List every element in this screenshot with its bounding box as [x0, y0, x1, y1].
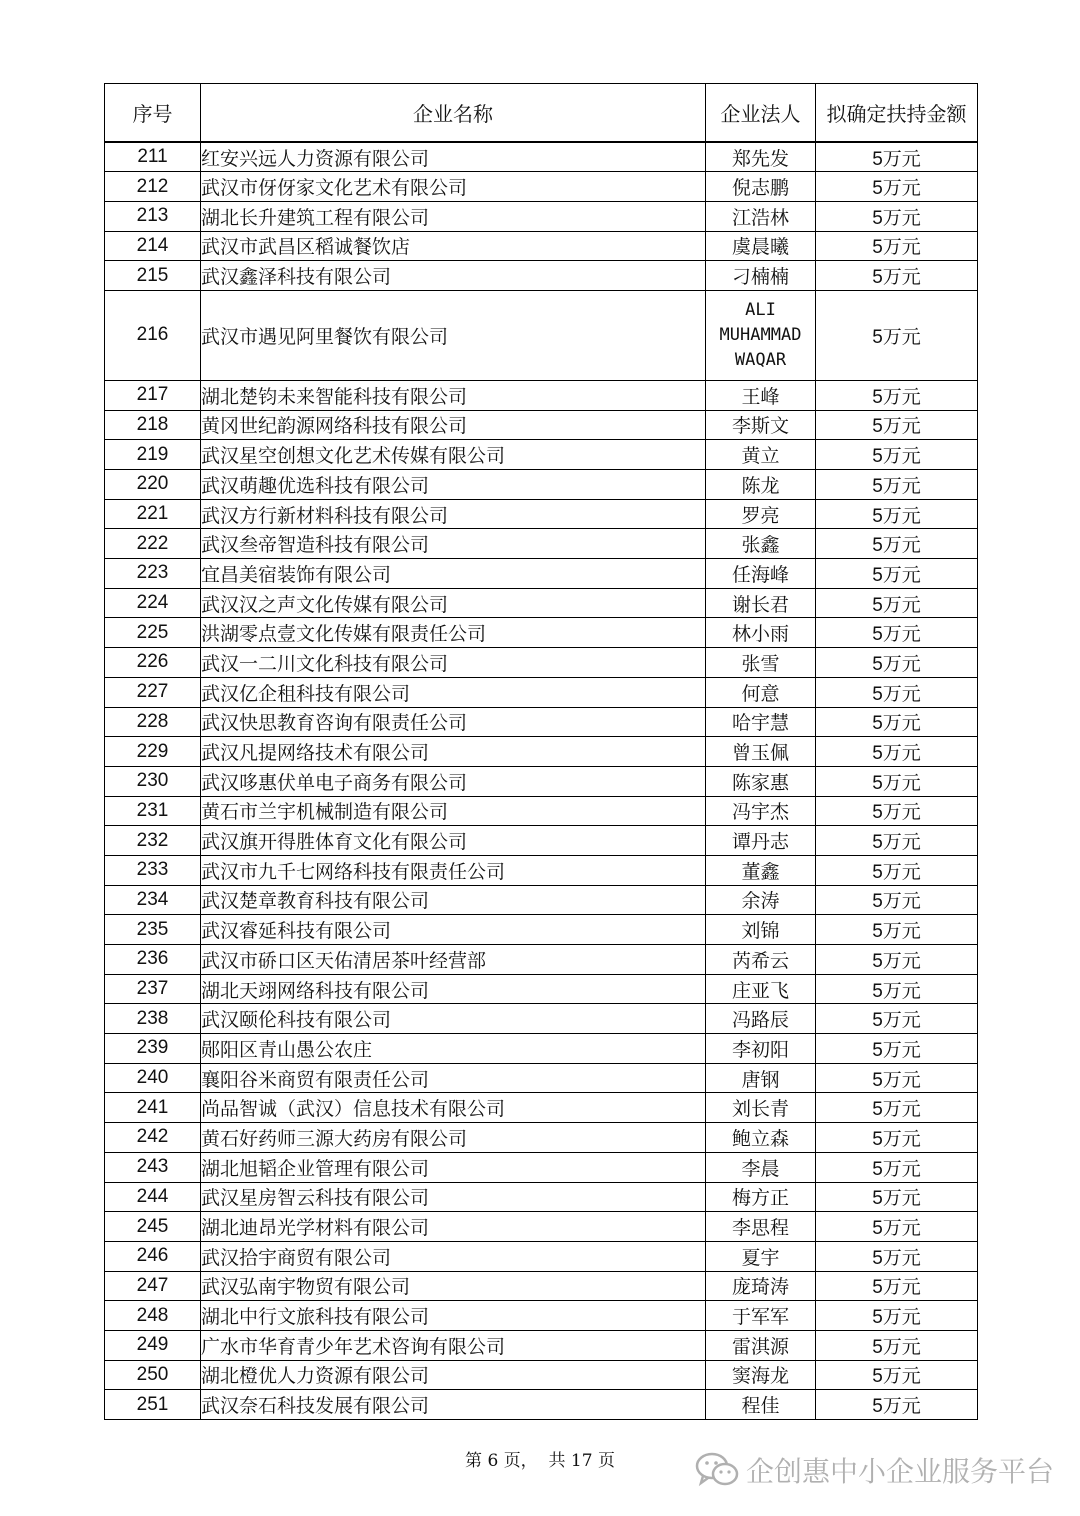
- cell-no: 214: [105, 231, 201, 261]
- cell-no: 251: [105, 1390, 201, 1420]
- cell-amount: 5万元: [816, 142, 978, 172]
- cell-legal-person: 李初阳: [706, 1034, 816, 1064]
- cell-no: 245: [105, 1212, 201, 1242]
- cell-no: 225: [105, 618, 201, 648]
- table-row: [105, 201, 978, 231]
- cell-company-name: 武汉哆惠伏单电子商务有限公司: [201, 766, 706, 796]
- table-row: [105, 380, 978, 410]
- table-row: [105, 766, 978, 796]
- cell-legal-person: 庞琦涛: [706, 1271, 816, 1301]
- cell-company-name: 武汉市硚口区天佑清居茶叶经营部: [201, 945, 706, 975]
- table-row: [105, 1241, 978, 1271]
- cell-company-name: 武汉叁帝智造科技有限公司: [201, 529, 706, 559]
- cell-amount: 5万元: [816, 974, 978, 1004]
- cell-no: 229: [105, 737, 201, 767]
- cell-no: 244: [105, 1182, 201, 1212]
- cell-amount: 5万元: [816, 1271, 978, 1301]
- cell-amount: 5万元: [816, 410, 978, 440]
- table-row: [105, 1330, 978, 1360]
- cell-amount: 5万元: [816, 1004, 978, 1034]
- cell-no: 240: [105, 1063, 201, 1093]
- cell-amount: 5万元: [816, 618, 978, 648]
- cell-amount: 5万元: [816, 707, 978, 737]
- table-row: [105, 796, 978, 826]
- footer-middle: 页， 共: [503, 1451, 566, 1471]
- table-row: [105, 826, 978, 856]
- cell-legal-person: 虞晨曦: [706, 231, 816, 261]
- cell-legal-person: 张雪: [706, 648, 816, 678]
- cell-amount: 5万元: [816, 885, 978, 915]
- cell-legal-person: 芮希云: [706, 945, 816, 975]
- cell-company-name: 武汉睿延科技有限公司: [201, 915, 706, 945]
- cell-no: 235: [105, 915, 201, 945]
- cell-amount: 5万元: [816, 1152, 978, 1182]
- cell-no: 246: [105, 1241, 201, 1271]
- table-row: [105, 1360, 978, 1390]
- cell-legal-person: 梅方正: [706, 1182, 816, 1212]
- cell-no: 232: [105, 826, 201, 856]
- table-row: [105, 1301, 978, 1331]
- cell-amount: 5万元: [816, 1123, 978, 1153]
- cell-company-name: 洪湖零点壹文化传媒有限责任公司: [201, 618, 706, 648]
- cell-company-name: 尚品智诚（武汉）信息技术有限公司: [201, 1093, 706, 1123]
- cell-company-name: 武汉方行新材料科技有限公司: [201, 499, 706, 529]
- table-row: [105, 261, 978, 291]
- table-row: [105, 974, 978, 1004]
- table-row: [105, 172, 978, 202]
- cell-company-name: 郧阳区青山愚公农庄: [201, 1034, 706, 1064]
- cell-legal-person: 何意: [706, 677, 816, 707]
- cell-no: 216: [105, 290, 201, 380]
- header-legal-person: 企业法人: [706, 84, 816, 143]
- table-row: [105, 1152, 978, 1182]
- cell-legal-person: 李晨: [706, 1152, 816, 1182]
- cell-amount: 5万元: [816, 1360, 978, 1390]
- cell-amount: 5万元: [816, 1212, 978, 1242]
- cell-legal-person: 冯宇杰: [706, 796, 816, 826]
- header-amount: 拟确定扶持金额: [816, 84, 978, 143]
- cell-no: 230: [105, 766, 201, 796]
- cell-company-name: 武汉颐伦科技有限公司: [201, 1004, 706, 1034]
- cell-amount: 5万元: [816, 648, 978, 678]
- cell-company-name: 武汉弘南宇物贸有限公司: [201, 1271, 706, 1301]
- table-row: [105, 1390, 978, 1420]
- cell-no: 247: [105, 1271, 201, 1301]
- cell-no: 243: [105, 1152, 201, 1182]
- cell-legal-person: 黄立: [706, 440, 816, 470]
- cell-company-name: 武汉快思教育咨询有限责任公司: [201, 707, 706, 737]
- cell-no: 217: [105, 380, 201, 410]
- cell-company-name: 红安兴远人力资源有限公司: [201, 142, 706, 172]
- cell-company-name: 黄石好药师三源大药房有限公司: [201, 1123, 706, 1153]
- table-row: [105, 290, 978, 380]
- cell-no: 241: [105, 1093, 201, 1123]
- cell-amount: 5万元: [816, 261, 978, 291]
- cell-legal-person: [706, 290, 816, 380]
- cell-no: 239: [105, 1034, 201, 1064]
- cell-no: 222: [105, 529, 201, 559]
- cell-legal-person: 庄亚飞: [706, 974, 816, 1004]
- cell-company-name: 湖北旭韬企业管理有限公司: [201, 1152, 706, 1182]
- cell-company-name: 武汉星房智云科技有限公司: [201, 1182, 706, 1212]
- table-row: [105, 1093, 978, 1123]
- cell-company-name: 武汉拾宇商贸有限公司: [201, 1241, 706, 1271]
- cell-amount: 5万元: [816, 290, 978, 380]
- cell-amount: 5万元: [816, 945, 978, 975]
- subsidy-table: [104, 83, 978, 1420]
- table-row: [105, 559, 978, 589]
- table-row: [105, 648, 978, 678]
- cell-legal-person: 哈宇慧: [706, 707, 816, 737]
- table-row: [105, 737, 978, 767]
- cell-legal-person: 于军军: [706, 1301, 816, 1331]
- cell-amount: 5万元: [816, 1330, 978, 1360]
- table-row: [105, 855, 978, 885]
- cell-legal-person: 窦海龙: [706, 1360, 816, 1390]
- cell-legal-person: 林小雨: [706, 618, 816, 648]
- cell-legal-person: 夏宇: [706, 1241, 816, 1271]
- cell-amount: 5万元: [816, 766, 978, 796]
- watermark: [694, 1450, 1054, 1490]
- cell-company-name: 湖北天翊网络科技有限公司: [201, 974, 706, 1004]
- table-row: [105, 440, 978, 470]
- cell-no: 234: [105, 885, 201, 915]
- table-row: [105, 588, 978, 618]
- cell-legal-person: 张鑫: [706, 529, 816, 559]
- cell-legal-person: 谢长君: [706, 588, 816, 618]
- cell-amount: 5万元: [816, 737, 978, 767]
- table-row: [105, 1212, 978, 1242]
- cell-no: 238: [105, 1004, 201, 1034]
- cell-legal-person: 鲍立森: [706, 1123, 816, 1153]
- cell-no: 250: [105, 1360, 201, 1390]
- cell-company-name: 武汉凡提网络技术有限公司: [201, 737, 706, 767]
- table-row: [105, 1034, 978, 1064]
- table-row: [105, 1182, 978, 1212]
- cell-no: 248: [105, 1301, 201, 1331]
- cell-company-name: 武汉萌趣优选科技有限公司: [201, 470, 706, 500]
- cell-amount: 5万元: [816, 380, 978, 410]
- cell-no: 228: [105, 707, 201, 737]
- table-row: [105, 529, 978, 559]
- cell-no: 219: [105, 440, 201, 470]
- cell-legal-person: 江浩林: [706, 201, 816, 231]
- cell-company-name: 武汉旗开得胜体育文化有限公司: [201, 826, 706, 856]
- cell-no: 249: [105, 1330, 201, 1360]
- cell-company-name: 武汉汉之声文化传媒有限公司: [201, 588, 706, 618]
- cell-no: 242: [105, 1123, 201, 1153]
- cell-company-name: 黄冈世纪韵源网络科技有限公司: [201, 410, 706, 440]
- cell-company-name: 湖北长升建筑工程有限公司: [201, 201, 706, 231]
- cell-amount: 5万元: [816, 172, 978, 202]
- cell-company-name: 湖北中行文旅科技有限公司: [201, 1301, 706, 1331]
- cell-no: 218: [105, 410, 201, 440]
- cell-no: 221: [105, 499, 201, 529]
- footer-suffix: 页: [597, 1451, 615, 1471]
- cell-company-name: 武汉奈石科技发展有限公司: [201, 1390, 706, 1420]
- header-no: 序号: [105, 84, 201, 143]
- cell-amount: 5万元: [816, 1182, 978, 1212]
- cell-amount: 5万元: [816, 915, 978, 945]
- cell-company-name: 武汉亿企租科技有限公司: [201, 677, 706, 707]
- watermark-text: 企创惠中小企业服务平台: [746, 1455, 1055, 1488]
- cell-no: 211: [105, 142, 201, 172]
- cell-amount: 5万元: [816, 529, 978, 559]
- cell-amount: 5万元: [816, 1063, 978, 1093]
- cell-no: 227: [105, 677, 201, 707]
- cell-company-name: 宜昌美宿装饰有限公司: [201, 559, 706, 589]
- cell-company-name: 武汉鑫泽科技有限公司: [201, 261, 706, 291]
- cell-company-name: 襄阳谷米商贸有限责任公司: [201, 1063, 706, 1093]
- table-row: [105, 1271, 978, 1301]
- cell-legal-person: 冯路辰: [706, 1004, 816, 1034]
- footer-prefix: 第: [465, 1451, 483, 1471]
- cell-company-name: 广水市华育青少年艺术咨询有限公司: [201, 1330, 706, 1360]
- cell-legal-person: 倪志鹏: [706, 172, 816, 202]
- cell-company-name: 武汉市伢伢家文化艺术有限公司: [201, 172, 706, 202]
- table-row: [105, 885, 978, 915]
- cell-amount: 5万元: [816, 1390, 978, 1420]
- cell-legal-person: 李思程: [706, 1212, 816, 1242]
- cell-amount: 5万元: [816, 201, 978, 231]
- cell-amount: 5万元: [816, 499, 978, 529]
- footer-total-pages: 17: [570, 1451, 593, 1471]
- cell-legal-person: 陈龙: [706, 470, 816, 500]
- header-row: [105, 84, 978, 143]
- legal-person-line: ALI: [745, 299, 776, 320]
- cell-no: 220: [105, 470, 201, 500]
- cell-amount: 5万元: [816, 1241, 978, 1271]
- cell-company-name: 湖北橙优人力资源有限公司: [201, 1360, 706, 1390]
- table-row: [105, 1063, 978, 1093]
- table-row: [105, 707, 978, 737]
- cell-legal-person: 余涛: [706, 885, 816, 915]
- cell-amount: 5万元: [816, 1034, 978, 1064]
- cell-no: 215: [105, 261, 201, 291]
- table-row: [105, 142, 978, 172]
- cell-company-name: 黄石市兰宇机械制造有限公司: [201, 796, 706, 826]
- legal-person-line: MUHAMMAD: [719, 324, 802, 345]
- cell-legal-person: 刘锦: [706, 915, 816, 945]
- cell-amount: 5万元: [816, 855, 978, 885]
- table-row: [105, 915, 978, 945]
- cell-company-name: 武汉市武昌区稻诚餐饮店: [201, 231, 706, 261]
- cell-legal-person: 郑先发: [706, 142, 816, 172]
- cell-legal-person: 雷淇源: [706, 1330, 816, 1360]
- cell-legal-person: 程佳: [706, 1390, 816, 1420]
- table-row: [105, 618, 978, 648]
- cell-legal-person: 李斯文: [706, 410, 816, 440]
- cell-legal-person: 刁楠楠: [706, 261, 816, 291]
- cell-company-name: 武汉市遇见阿里餐饮有限公司: [201, 290, 706, 380]
- cell-legal-person: 曾玉佩: [706, 737, 816, 767]
- cell-amount: 5万元: [816, 1301, 978, 1331]
- cell-no: 212: [105, 172, 201, 202]
- cell-no: 213: [105, 201, 201, 231]
- cell-no: 223: [105, 559, 201, 589]
- cell-company-name: 武汉楚章教育科技有限公司: [201, 885, 706, 915]
- cell-legal-person: 董鑫: [706, 855, 816, 885]
- cell-amount: 5万元: [816, 559, 978, 589]
- table-row: [105, 231, 978, 261]
- cell-amount: 5万元: [816, 826, 978, 856]
- table-row: [105, 470, 978, 500]
- table-row: [105, 1123, 978, 1153]
- cell-no: 236: [105, 945, 201, 975]
- cell-legal-person: 任海峰: [706, 559, 816, 589]
- cell-no: 231: [105, 796, 201, 826]
- cell-company-name: 武汉一二川文化科技有限公司: [201, 648, 706, 678]
- cell-legal-person: 罗亮: [706, 499, 816, 529]
- cell-no: 233: [105, 855, 201, 885]
- cell-no: 237: [105, 974, 201, 1004]
- wechat-icon: [694, 1450, 740, 1490]
- cell-amount: 5万元: [816, 677, 978, 707]
- table-row: [105, 410, 978, 440]
- header-company-name: 企业名称: [201, 84, 706, 143]
- cell-company-name: 武汉星空创想文化艺术传媒有限公司: [201, 440, 706, 470]
- cell-legal-person: 王峰: [706, 380, 816, 410]
- table-row: [105, 1004, 978, 1034]
- cell-company-name: 湖北迪昂光学材料有限公司: [201, 1212, 706, 1242]
- cell-amount: 5万元: [816, 231, 978, 261]
- cell-amount: 5万元: [816, 470, 978, 500]
- footer-page-number: 6: [487, 1451, 499, 1471]
- cell-legal-person: 唐钢: [706, 1063, 816, 1093]
- legal-person-line: WAQAR: [734, 349, 787, 370]
- cell-company-name: 湖北楚钧未来智能科技有限公司: [201, 380, 706, 410]
- cell-amount: 5万元: [816, 796, 978, 826]
- table-row: [105, 945, 978, 975]
- cell-amount: 5万元: [816, 440, 978, 470]
- table-body: [105, 142, 978, 1420]
- table-row: [105, 499, 978, 529]
- cell-amount: 5万元: [816, 588, 978, 618]
- cell-legal-person: 刘长青: [706, 1093, 816, 1123]
- cell-amount: 5万元: [816, 1093, 978, 1123]
- cell-no: 226: [105, 648, 201, 678]
- cell-legal-person: 谭丹志: [706, 826, 816, 856]
- cell-no: 224: [105, 588, 201, 618]
- cell-legal-person: 陈家惠: [706, 766, 816, 796]
- table-row: [105, 677, 978, 707]
- cell-company-name: 武汉市九千七网络科技有限责任公司: [201, 855, 706, 885]
